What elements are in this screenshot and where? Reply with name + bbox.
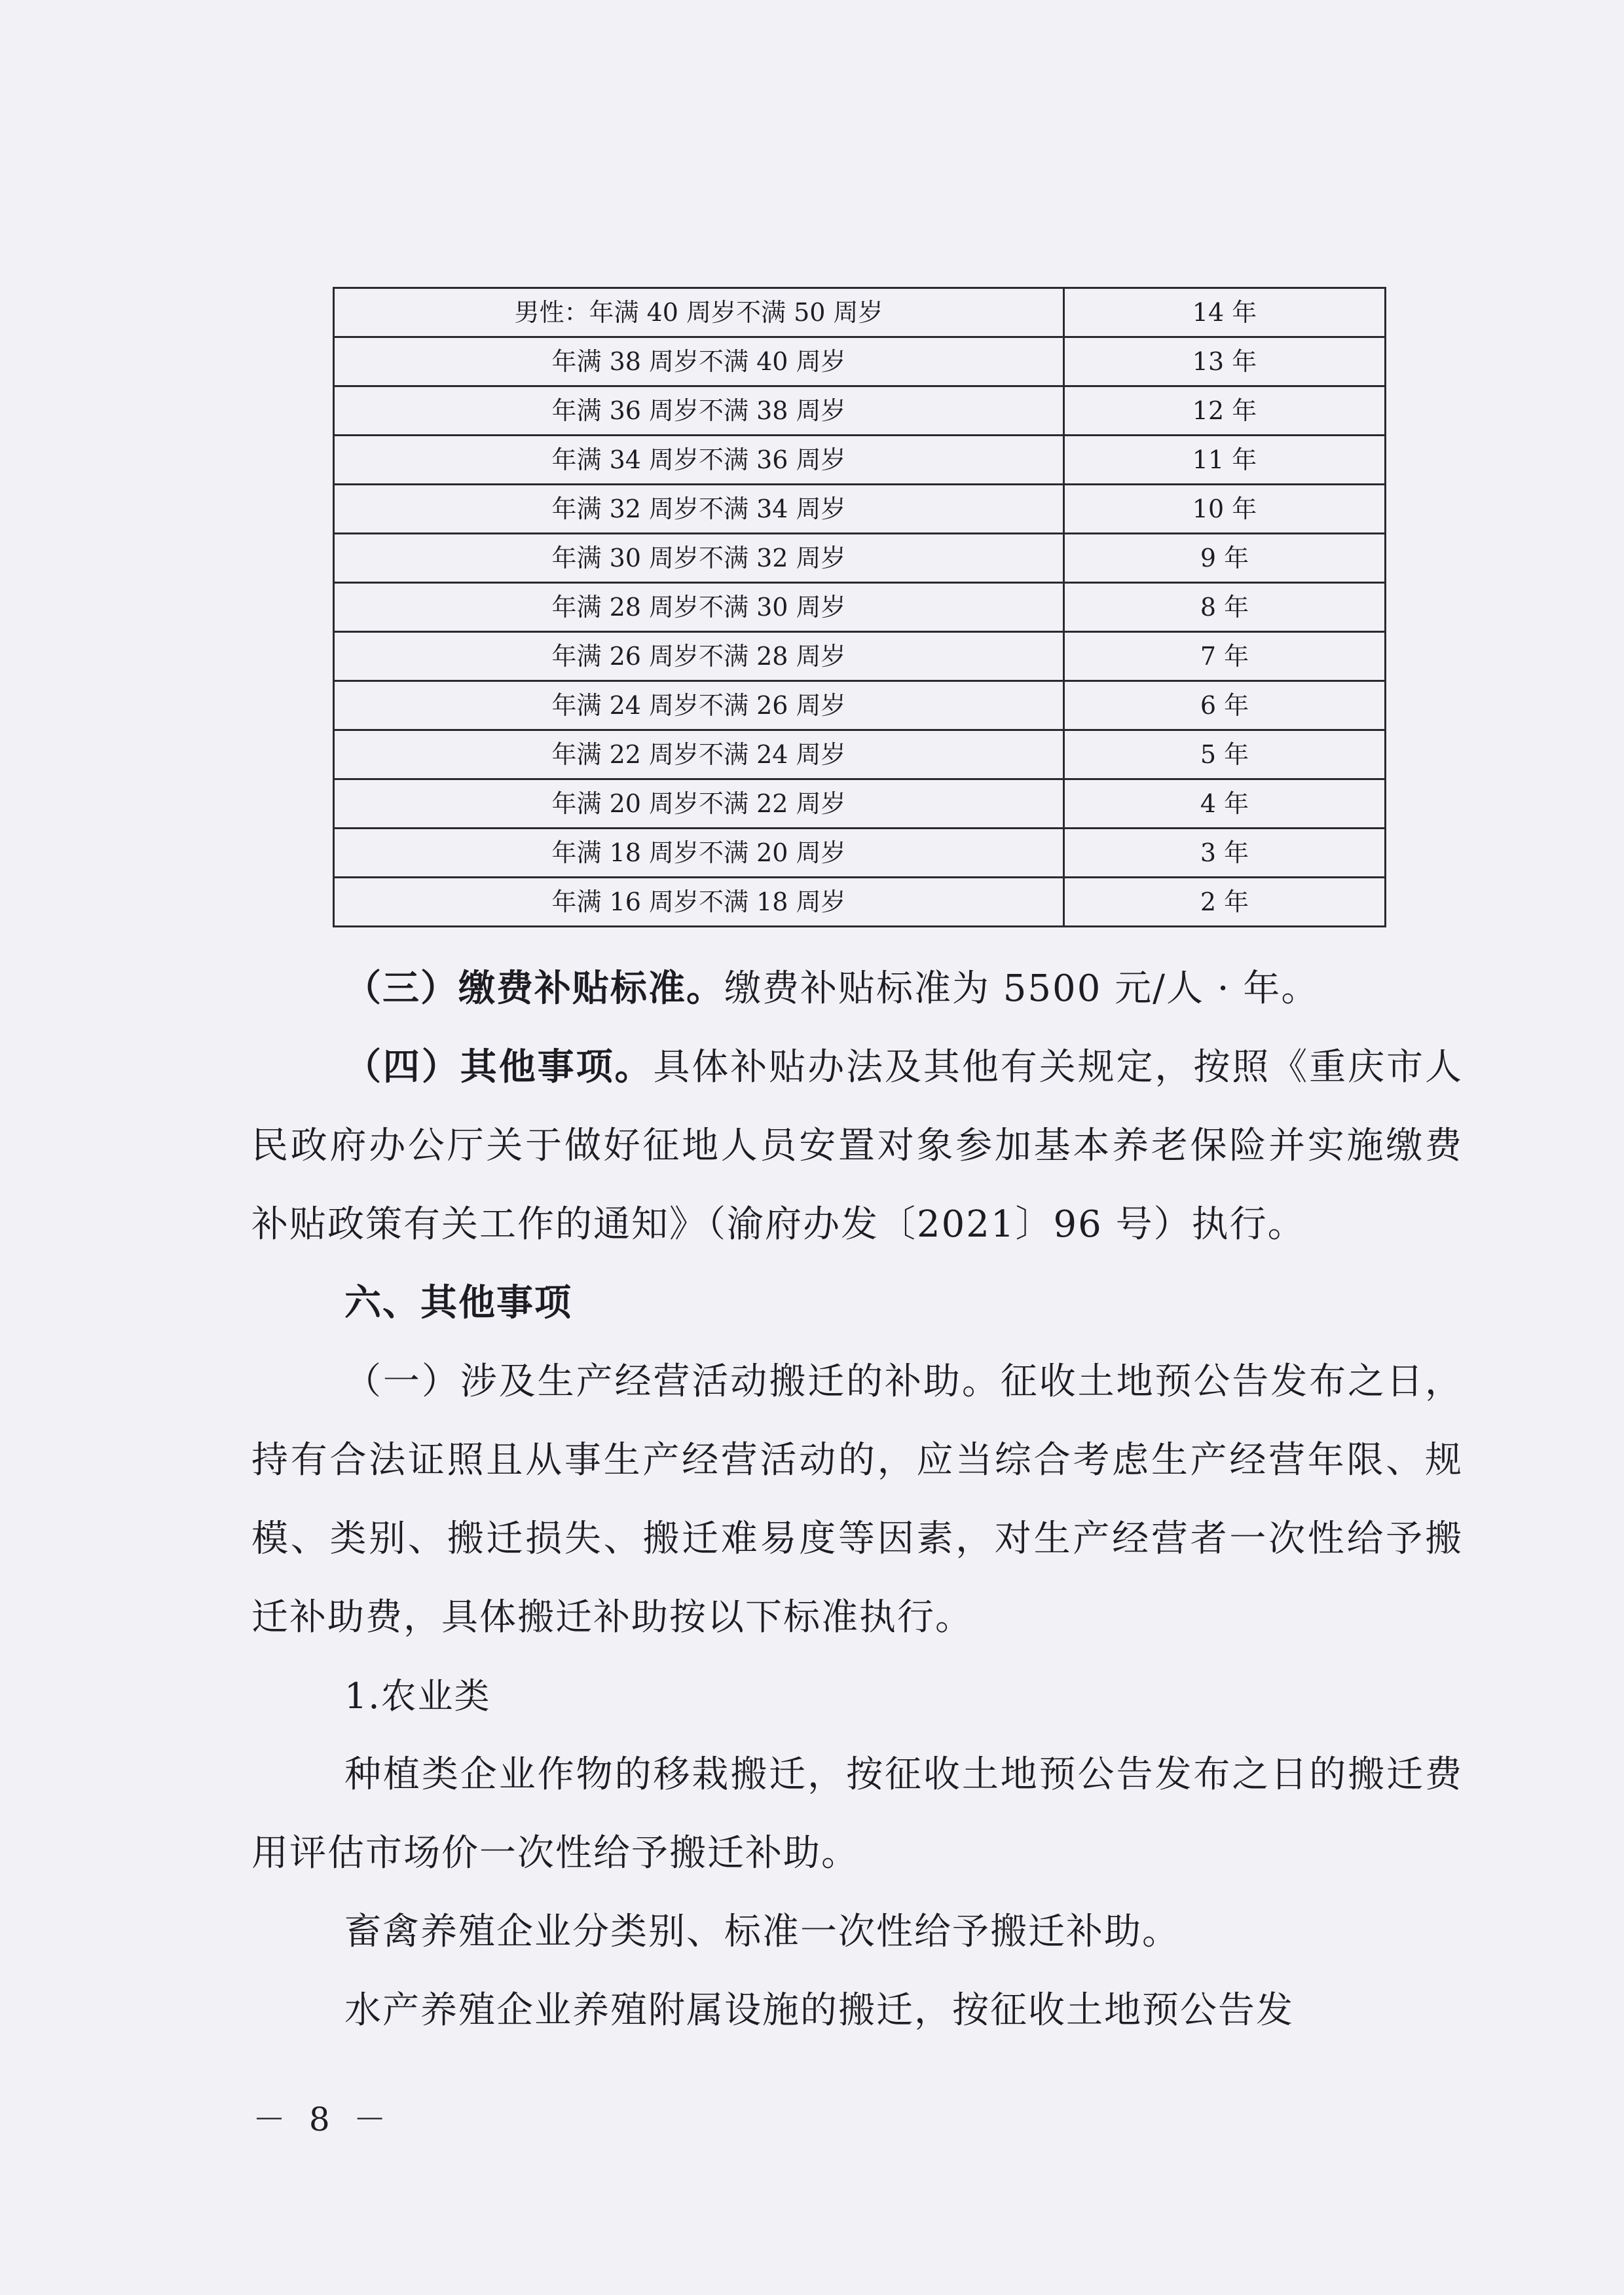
years-cell: 12 年 [1064,386,1386,436]
section-4-paragraph [251,1028,1463,1264]
age-range-cell: 年满 34 周岁不满 36 周岁 [334,436,1064,485]
years-cell: 5 年 [1064,730,1386,779]
section-6-1-title: （一）涉及生产经营活动搬迁的补助。 [344,1360,1001,1403]
section-3-title: （三）缴费补贴标准。 [344,967,724,1010]
table-row [334,436,1386,485]
years-cell: 7 年 [1064,632,1386,681]
years-cell: 3 年 [1064,829,1386,878]
section-3-paragraph [251,950,1463,1028]
table-row [334,730,1386,779]
years-cell: 14 年 [1064,288,1386,337]
paragraph-livestock: 畜禽养殖企业分类别、标准一次性给予搬迁补助。 [344,1911,1180,1953]
section-6-1-paragraph [251,1343,1463,1657]
table-row [334,485,1386,534]
age-range-cell: 年满 20 周岁不满 22 周岁 [334,779,1064,829]
age-range-cell: 年满 28 周岁不满 30 周岁 [334,583,1064,632]
age-range-cell: 年满 38 周岁不满 40 周岁 [334,337,1064,386]
table-row [334,878,1386,927]
years-cell: 10 年 [1064,485,1386,534]
table-row [334,829,1386,878]
heading-6: 六、其他事项 [344,1282,572,1324]
table-row [334,386,1386,436]
table-row [334,337,1386,386]
section-6-1-body: 征收土地预公告发布之日，持有合法证照且从事生产经营活动的，应当综合考虑生产经营年限、规模、类别、搬迁损失、搬迁难易度等因素，对生产经营者一次性给予搬迁补助费，具体搬迁补助按以下标准执行。 [251,1360,1464,1639]
section-4-title: （四）其他事项。 [344,1046,654,1089]
age-range-cell: 年满 36 周岁不满 38 周岁 [334,386,1064,436]
body-text [251,950,1463,2050]
paragraph-aquaculture: 水产养殖企业养殖附属设施的搬迁，按征收土地预公告发 [344,1989,1294,2032]
table-row [334,632,1386,681]
years-cell: 4 年 [1064,779,1386,829]
years-cell: 8 年 [1064,583,1386,632]
table-row [334,534,1386,583]
table-row [334,681,1386,730]
subheading-agriculture: 1.农业类 [344,1675,491,1717]
section-3-body: 缴费补贴标准为 5500 元/人 · 年。 [724,967,1320,1010]
years-cell: 9 年 [1064,534,1386,583]
page-number: － 8 － [253,2100,393,2138]
years-cell: 2 年 [1064,878,1386,927]
age-range-cell: 年满 16 周岁不满 18 周岁 [334,878,1064,927]
age-range-cell: 年满 24 周岁不满 26 周岁 [334,681,1064,730]
age-range-cell: 年满 30 周岁不满 32 周岁 [334,534,1064,583]
years-cell: 6 年 [1064,681,1386,730]
age-range-cell: 年满 32 周岁不满 34 周岁 [334,485,1064,534]
age-range-cell: 男性：年满 40 周岁不满 50 周岁 [334,288,1064,337]
table-row [334,779,1386,829]
table-row [334,583,1386,632]
age-range-cell: 年满 26 周岁不满 28 周岁 [334,632,1064,681]
years-cell: 11 年 [1064,436,1386,485]
section-4-body: 具体补贴办法及其他有关规定，按照《重庆市人民政府办公厅关于做好征地人员安置对象参加基本养老保险并实施缴费补贴政策有关工作的通知》（渝府办发〔2021〕96 号）执行。 [251,1046,1464,1246]
years-cell: 13 年 [1064,337,1386,386]
table-row [334,288,1386,337]
paragraph-planting: 种植类企业作物的移栽搬迁，按征收土地预公告发布之日的搬迁费用评估市场价一次性给予搬迁补助。 [251,1753,1463,1875]
age-years-table [333,287,1386,927]
age-range-cell: 年满 18 周岁不满 20 周岁 [334,829,1064,878]
age-range-cell: 年满 22 周岁不满 24 周岁 [334,730,1064,779]
